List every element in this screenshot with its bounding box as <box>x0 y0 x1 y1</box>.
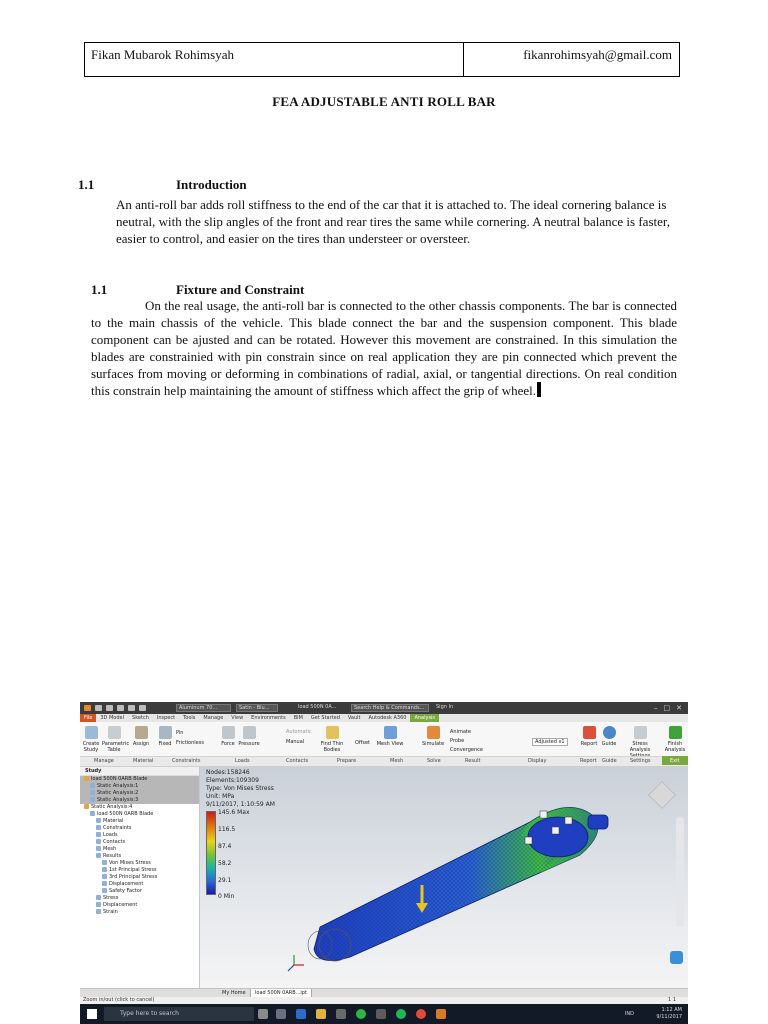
group-report: Report <box>580 758 597 764</box>
tab-document[interactable]: load 500N 0ARB...ipt <box>250 989 312 998</box>
anti-roll-bar-model <box>200 767 688 988</box>
tab-bim[interactable]: BIM <box>293 715 303 721</box>
tree-node-icon <box>96 839 101 844</box>
tree-item-label: Safety Factor <box>109 888 142 894</box>
tree-node-icon <box>102 881 107 886</box>
spotify-icon[interactable] <box>396 1009 406 1019</box>
tree-node-icon <box>90 783 95 788</box>
tree-item[interactable] <box>80 839 199 846</box>
report-label: Report <box>580 741 598 747</box>
pressure-label: Pressure <box>238 741 260 747</box>
tab-3d-model[interactable]: 3D Model <box>100 715 125 721</box>
tab-get-started[interactable]: Get Started <box>310 715 340 721</box>
task-view-icon[interactable] <box>276 1009 286 1019</box>
group-guide: Guide <box>602 758 617 764</box>
tree-item[interactable] <box>80 783 199 790</box>
tree-item-label: Mesh <box>103 846 117 852</box>
material-dropdown[interactable]: Aluminum 70... <box>176 704 231 712</box>
taskbar-clock[interactable] <box>656 1007 682 1021</box>
group-display: Display <box>528 758 547 764</box>
document-title: FEA ADJUSTABLE ANTI ROLL BAR <box>272 94 496 109</box>
tree-item[interactable] <box>80 853 199 860</box>
create-study-button[interactable] <box>82 726 100 753</box>
hub-end <box>528 817 588 857</box>
tree-node-icon <box>96 902 101 907</box>
tree-item-label: Von Mises Stress <box>109 860 151 866</box>
tree-node-icon <box>84 804 89 809</box>
text-cursor <box>537 382 541 397</box>
nav-wheel-icon[interactable] <box>670 951 683 964</box>
fixed-button[interactable] <box>157 726 173 747</box>
tab-my-home[interactable]: My Home <box>222 990 246 996</box>
offset-button[interactable]: Offset <box>355 740 371 746</box>
report-button[interactable] <box>580 726 598 747</box>
group-contacts: Contacts <box>286 758 309 764</box>
create-study-label: Create Study <box>82 741 100 753</box>
display-scale-dropdown[interactable]: Adjusted x1 <box>532 738 568 746</box>
microphone-icon[interactable] <box>258 1009 268 1019</box>
tree-node-icon <box>90 811 95 816</box>
legend-value: 58.2 <box>218 860 232 867</box>
tree-item-label: Constraints <box>103 825 132 831</box>
tab-file[interactable]: File <box>80 714 96 722</box>
tree-item-label: Material <box>103 818 124 824</box>
help-search-input[interactable]: Search Help & Commands... <box>351 704 429 712</box>
mail-icon[interactable] <box>376 1009 386 1019</box>
simulate-button[interactable] <box>422 726 444 747</box>
finish-analysis-button[interactable] <box>662 726 688 753</box>
stress-analysis-settings-button[interactable] <box>622 726 658 759</box>
tree-item[interactable] <box>80 888 199 895</box>
tree-item-label: load 500N 0ARB Blade <box>97 811 154 817</box>
windows-taskbar <box>80 1004 688 1024</box>
find-thin-bodies-label: Find Thin Bodies <box>320 741 344 753</box>
tree-item-label: Stress <box>103 895 119 901</box>
frictionless-button[interactable]: Frictionless <box>176 740 204 746</box>
tree-node-icon <box>96 853 101 858</box>
animate-button[interactable]: Animate <box>450 729 471 735</box>
pin-button[interactable]: Pin <box>176 730 184 736</box>
simulate-icon <box>427 726 440 739</box>
tree-item[interactable] <box>80 832 199 839</box>
status-bar <box>80 997 688 1004</box>
tab-analysis[interactable]: Analysis <box>410 714 439 722</box>
tree-node-icon <box>96 825 101 830</box>
group-prepare: Prepare <box>337 758 357 764</box>
group-constraints: Constraints <box>172 758 201 764</box>
browser-tree <box>80 776 199 916</box>
tree-item-label: Static Analysis:4 <box>91 804 133 810</box>
tree-item-label: Loads <box>103 832 118 838</box>
status-message: Zoom in/out (click to cancel) <box>83 997 155 1003</box>
tree-item-label: Strain <box>103 909 118 915</box>
legend-min: 0 Min <box>218 893 235 900</box>
tree-item-label: Static Analysis:1 <box>97 783 139 789</box>
tree-item-label: Displacement <box>109 881 144 887</box>
browser-title: Study <box>80 767 199 776</box>
store-icon[interactable] <box>336 1009 346 1019</box>
section-number: 1.1 <box>78 177 95 192</box>
legend-value: 116.5 <box>218 826 236 833</box>
find-thin-bodies-button[interactable] <box>318 726 346 753</box>
create-study-icon <box>85 726 98 739</box>
tree-item[interactable] <box>80 825 199 832</box>
probe-button[interactable]: Probe <box>450 738 465 744</box>
tree-item[interactable] <box>80 895 199 902</box>
tab-tools[interactable]: Tools <box>183 715 196 721</box>
inventor-screenshot <box>80 702 688 1024</box>
inventor-taskbar-icon[interactable] <box>436 1009 446 1019</box>
legend-value: 87.4 <box>218 843 232 850</box>
tree-node-icon <box>102 874 107 879</box>
tree-item[interactable] <box>80 902 199 909</box>
mesh-view-icon <box>384 726 397 739</box>
tab-environments[interactable]: Environments <box>251 715 286 721</box>
settings-icon <box>634 726 647 739</box>
group-settings: Settings <box>630 758 651 764</box>
group-material: Material <box>133 758 154 764</box>
tree-item-label: 1st Principal Stress <box>109 867 157 873</box>
tree-node-icon <box>84 776 89 781</box>
save-icon[interactable] <box>117 705 124 711</box>
tree-node-icon <box>96 895 101 900</box>
tree-node-icon <box>102 867 107 872</box>
assign-label: Assign <box>132 741 150 747</box>
fixture-paragraph-text: On the real usage, the anti-roll bar is connected to the other chassis components. The bar is connected to the main chassis of the vehicle. This blade connect the bar and the suspension component. This blade component can be ajusted and can be rotated. However this movement are constrained. In this simulation the blades are constrainied with pin constrain since on real application they are pin connected which prevent the surfaces from moving or deforming in combinations of radial, axial, or tangential directions. On real condition this constrain help maintaining the amount of stiffness which affect the grip of wheel. <box>91 298 677 398</box>
pin-hole <box>540 811 547 818</box>
windows-start-icon[interactable] <box>87 1009 97 1019</box>
tree-item[interactable] <box>80 874 199 881</box>
tree-node-icon <box>96 818 101 823</box>
tree-item[interactable] <box>80 860 199 867</box>
finish-analysis-label: Finish Analysis <box>664 741 686 753</box>
tree-item[interactable] <box>80 818 199 825</box>
tree-item-label: load 500N 0ARB Blade <box>91 776 148 782</box>
model-browser <box>80 767 200 988</box>
tree-node-icon <box>96 846 101 851</box>
tree-node-icon <box>102 888 107 893</box>
ribbon-tabs <box>80 714 688 722</box>
guide-icon <box>603 726 616 739</box>
tab-autodesk-a360[interactable]: Autodesk A360 <box>368 715 407 721</box>
app-logo-icon <box>84 705 91 711</box>
author-name: Fikan Mubarok Rohimsyah <box>85 43 464 76</box>
introduction-paragraph: An anti-roll bar adds roll stiffness to the end of the car that it is attached to. The ideal cornering balance is neutral, with the slip angles of the front and rear tires the same while cornering. A neutral balance is faster, easier to control, and easier on the tires than understeer or oversteer. <box>116 197 670 246</box>
tab-inspect[interactable]: Inspect <box>156 715 176 721</box>
taskbar-search-input[interactable]: Type here to search <box>104 1007 254 1021</box>
pressure-icon <box>243 726 256 739</box>
new-icon[interactable] <box>95 705 102 711</box>
fixture-paragraph <box>91 297 677 399</box>
group-mesh: Mesh <box>390 758 404 764</box>
fixed-icon <box>159 726 172 739</box>
whatsapp-icon[interactable] <box>356 1009 366 1019</box>
author-email: fikanrohimsyah@gmail.com <box>523 47 672 62</box>
pin-hole <box>565 817 572 824</box>
section-heading-fixture: Fixture and Constraint <box>176 282 305 297</box>
result-unit: Unit: MPa <box>206 793 235 800</box>
tree-item[interactable] <box>80 909 199 916</box>
group-exit: Exit <box>670 758 680 764</box>
pin-hole <box>552 827 559 834</box>
assign-icon <box>135 726 148 739</box>
document-name: load 500N 0A... <box>296 704 341 712</box>
app-titlebar <box>80 702 688 714</box>
checkmark-icon <box>669 726 682 739</box>
mesh-view-button[interactable] <box>376 726 404 747</box>
status-counter: 1 1 <box>668 997 676 1003</box>
tree-item-label: Contacts <box>103 839 126 845</box>
tree-item-label: 3rd Principal Stress <box>109 874 158 880</box>
tree-item-label: Displacement <box>103 902 138 908</box>
tree-node-icon <box>90 797 95 802</box>
view-axes-icon <box>288 955 304 971</box>
tree-item[interactable] <box>80 776 199 783</box>
guide-label: Guide <box>601 741 617 747</box>
result-type: Type: Von Mises Stress <box>206 785 274 792</box>
window-controls <box>654 702 682 714</box>
section-heading-introduction: Introduction <box>176 177 247 192</box>
find-thin-bodies-icon <box>326 726 339 739</box>
sign-in-link[interactable]: Sign In <box>434 704 458 712</box>
edge-icon[interactable] <box>296 1009 306 1019</box>
system-tray-language[interactable]: IND <box>624 1011 634 1017</box>
group-loads: Loads <box>235 758 250 764</box>
result-timestamp: 9/11/2017, 1:10:59 AM <box>206 801 275 808</box>
automatic-contacts-button[interactable]: Automatic <box>286 729 312 735</box>
table-icon <box>108 726 121 739</box>
header-table <box>84 42 680 77</box>
tab-view[interactable]: View <box>231 715 244 721</box>
file-explorer-icon[interactable] <box>316 1009 326 1019</box>
tree-item[interactable] <box>80 867 199 874</box>
redo-icon[interactable] <box>139 705 146 711</box>
fixed-label: Fixed <box>158 741 172 747</box>
tree-node-icon <box>96 832 101 837</box>
navigation-bar[interactable] <box>676 817 684 927</box>
minimize-icon[interactable]: – <box>654 704 658 712</box>
ribbon-panel <box>80 722 688 767</box>
pressure-button[interactable] <box>238 726 260 747</box>
parametric-table-button[interactable] <box>102 726 130 753</box>
end-shaft <box>588 815 608 829</box>
stress-analysis-settings-label: Stress Analysis <box>629 741 651 753</box>
convergence-button[interactable]: Convergence <box>450 747 483 753</box>
group-manage: Manage <box>94 758 114 764</box>
tree-item[interactable] <box>80 790 199 797</box>
appearance-dropdown[interactable]: Satin - Blu... <box>236 704 278 712</box>
section-number: 1.1 <box>91 282 108 297</box>
assign-button[interactable] <box>132 726 150 747</box>
nodes-count: Nodes:158246 <box>206 769 250 776</box>
graphics-viewport[interactable] <box>200 767 688 988</box>
tree-item-label: Static Analysis:2 <box>97 790 139 796</box>
tree-item[interactable] <box>80 846 199 853</box>
clock-time: 1:12 AM <box>661 1007 682 1013</box>
legend-value: 29.1 <box>218 877 232 884</box>
group-result: Result <box>465 758 481 764</box>
legend-max: 145.6 Max <box>218 809 250 816</box>
simulate-label: Simulate <box>422 741 445 747</box>
report-icon <box>583 726 596 739</box>
parametric-table-label: Parametric Table <box>102 741 130 753</box>
tree-item[interactable] <box>80 881 199 888</box>
tree-item-label: Static Analysis:3 <box>97 797 139 803</box>
force-button[interactable] <box>220 726 236 747</box>
guide-button[interactable] <box>600 726 618 747</box>
force-label: Force <box>221 741 235 747</box>
tab-vault[interactable]: Vault <box>347 715 361 721</box>
tree-item[interactable] <box>80 811 199 818</box>
manual-contacts-button[interactable]: Manual <box>286 739 305 745</box>
tab-manage[interactable]: Manage <box>203 715 224 721</box>
pin-hole <box>525 837 532 844</box>
tab-sketch[interactable]: Sketch <box>132 715 149 721</box>
tree-node-icon <box>102 860 107 865</box>
clock-date: 9/11/2017 <box>656 1014 682 1020</box>
close-icon[interactable]: ✕ <box>676 704 682 712</box>
restore-icon[interactable]: □ <box>663 704 671 712</box>
tree-node-icon <box>90 790 95 795</box>
tree-item[interactable] <box>80 804 199 811</box>
elements-count: Elements:109309 <box>206 777 259 784</box>
force-icon <box>222 726 235 739</box>
tree-item[interactable] <box>80 797 199 804</box>
undo-icon[interactable] <box>128 705 135 711</box>
mesh-view-label: Mesh View <box>376 741 404 747</box>
chrome-icon[interactable] <box>416 1009 426 1019</box>
tree-node-icon <box>96 909 101 914</box>
tree-item-label: Results <box>103 853 122 859</box>
group-solve: Solve <box>427 758 441 764</box>
open-icon[interactable] <box>106 705 113 711</box>
